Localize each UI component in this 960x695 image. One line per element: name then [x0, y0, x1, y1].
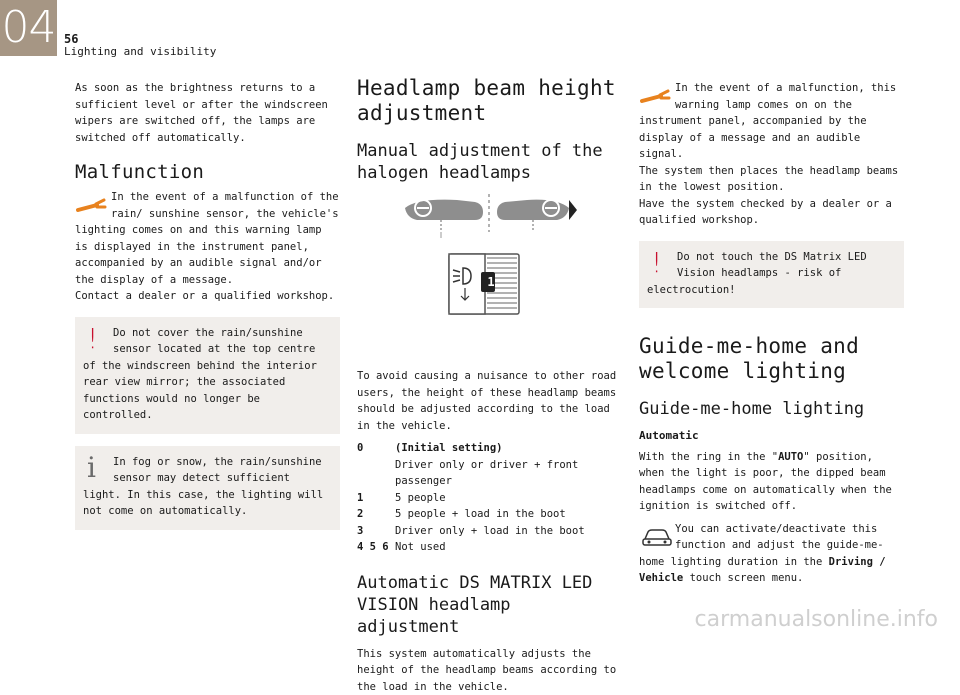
- warning-note: [75, 317, 340, 434]
- automatic-text: With the ring in the "AUTO" position, when the light is poor, the dipped beam headlamps come on automatically when the ignition is switched off.: [639, 449, 904, 515]
- wrench-icon: [639, 80, 675, 110]
- malfunction-text: In the event of a malfunction of the rain/ sunshine sensor, the vehicle's lighting comes on and this warning lamp is displayed in the instrument panel, accompanied by an audible signal and/or the display of a message.: [75, 189, 340, 288]
- heading-beam-height: Headlamp beam height adjustment: [357, 76, 622, 126]
- setting-label: (Initial setting): [395, 442, 502, 454]
- electrocution-warning-text: Do not touch the DS Matrix LED Vision headlamps - risk of electrocution!: [647, 249, 896, 299]
- watermark: carmanualsonline.info: [695, 607, 938, 632]
- setting-desc: 5 people + load in the boot: [395, 506, 566, 523]
- setting-key: 1: [357, 490, 395, 507]
- malfunction-warning-block: [639, 80, 904, 163]
- warning-note-text: Do not cover the rain/sunshine sensor located at the top centre of the windscreen behind the interior rear view mirror; the associated functions would no longer be controlled.: [83, 325, 332, 424]
- manual-adjustment-text: To avoid causing a nuisance to other road users, the height of these headlamp beams should be adjusted according to the load in the vehicle.: [357, 368, 622, 434]
- list-item: [357, 539, 622, 556]
- car-icon: [639, 521, 675, 551]
- auto-adjustment-text: This system automatically adjusts the height of the headlamp beams according to the load in the vehicle.: [357, 646, 622, 695]
- lowest-position-text: The system then places the headlamp beams in the lowest position.: [639, 163, 904, 196]
- activate-function-block: [639, 521, 904, 587]
- setting-key: 0: [357, 440, 395, 490]
- setting-desc: Driver only or driver + front passenger: [395, 459, 578, 488]
- setting-desc: 5 people: [395, 490, 446, 507]
- exclamation-icon: !: [87, 325, 107, 355]
- check-system-text: Have the system checked by a dealer or a qualified workshop.: [639, 196, 904, 229]
- setting-desc: Not used: [395, 539, 446, 556]
- column-left: [75, 80, 340, 530]
- wrench-icon: [75, 189, 111, 219]
- info-icon: i: [87, 454, 107, 484]
- setting-key: 4 5 6: [357, 539, 395, 556]
- page-number: 56: [64, 32, 78, 46]
- heading-malfunction: Malfunction: [75, 160, 340, 185]
- electrocution-warning-note: [639, 241, 904, 309]
- heading-automatic: Automatic: [639, 428, 904, 445]
- heading-guide-me-home-welcome: Guide-me-home and welcome lighting: [639, 334, 904, 384]
- info-note: [75, 446, 340, 530]
- exclamation-icon: !: [651, 249, 671, 279]
- intro-text: As soon as the brightness returns to a sufficient level or after the windscreen wipers are switched off, the lamps are switched off automatically.: [75, 80, 340, 146]
- chapter-number: 04: [0, 0, 57, 56]
- malfunction-block: [75, 189, 340, 288]
- headlamp-adjustment-diagram: [357, 192, 622, 362]
- list-item: [357, 506, 622, 523]
- setting-key: 2: [357, 506, 395, 523]
- list-item: [357, 440, 622, 490]
- settings-list: [357, 440, 622, 556]
- column-right: [639, 80, 904, 587]
- heading-guide-me-home: Guide-me-home lighting: [639, 398, 904, 420]
- contact-text: Contact a dealer or a qualified workshop.: [75, 288, 340, 305]
- activate-function-text: You can activate/deactivate this function and adjust the guide-me-home lighting duration in the Driving / Vehicle touch screen menu.: [639, 521, 904, 587]
- malfunction-warning-text: In the event of a malfunction, this warning lamp comes on on the instrument panel, accompanied by the display of a message and an audible signal.: [639, 80, 904, 163]
- list-item: [357, 523, 622, 540]
- setting-desc: Driver only + load in the boot: [395, 523, 585, 540]
- setting-key: 3: [357, 523, 395, 540]
- list-item: [357, 490, 622, 507]
- chapter-title: Lighting and visibility: [64, 45, 216, 58]
- column-middle: [357, 76, 622, 695]
- diagram-label-1: 1: [484, 274, 498, 291]
- heading-auto-adjustment: Automatic DS MATRIX LED VISION headlamp adjustment: [357, 572, 622, 638]
- heading-manual-adjustment: Manual adjustment of the halogen headlamps: [357, 140, 622, 184]
- info-note-text: In fog or snow, the rain/sunshine sensor may detect sufficient light. In this case, the lighting will not come on automatically.: [83, 454, 332, 520]
